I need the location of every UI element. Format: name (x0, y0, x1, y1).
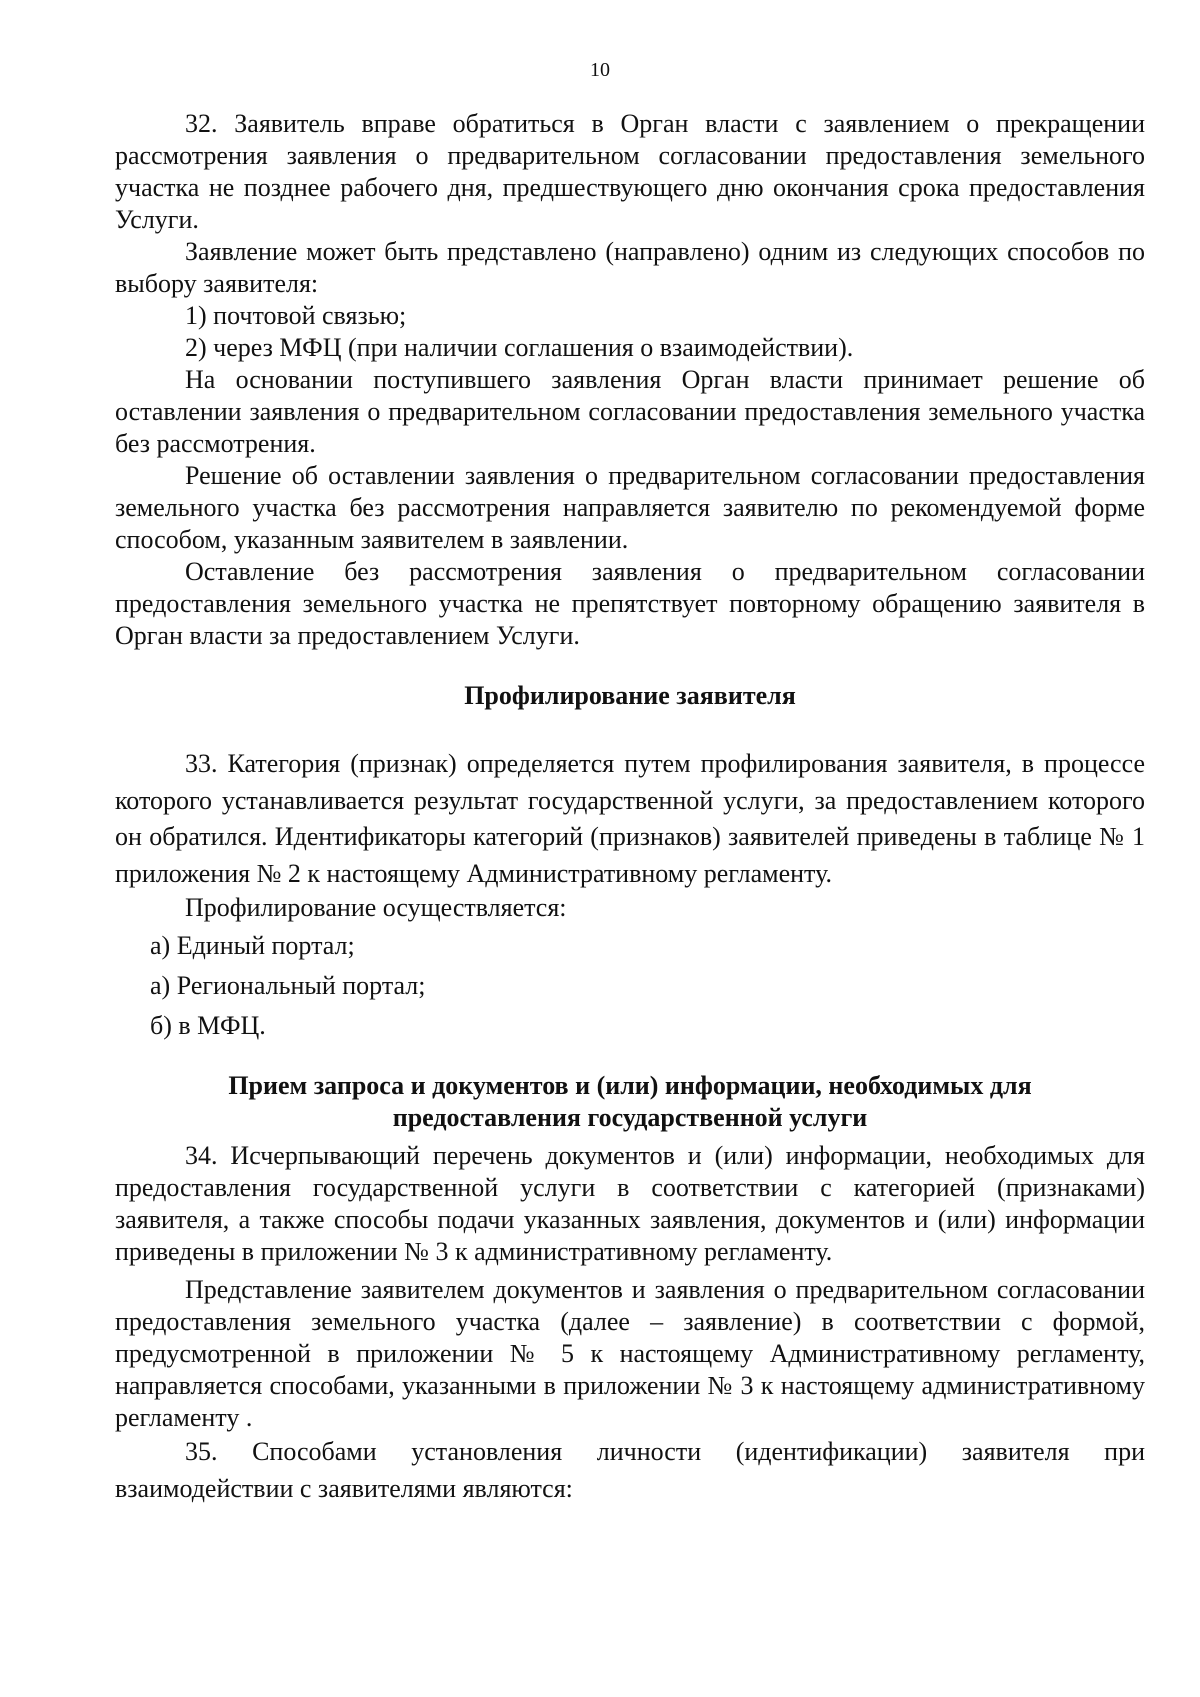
method-item-post: 1) почтовой связью; (185, 301, 407, 330)
list-item: а) Единый портал; (150, 931, 355, 960)
paragraph-no-obstacle: Оставление без рассмотрения заявления о предварительном согласовании предоставления земельного участка не препятствует повторному обращению заявителя в Орган власти за предоставлением Услуги. (115, 557, 1145, 650)
paragraph-application-submission: Представление заявителем документов и заявления о предварительном согласовании предоставления земельного участка (далее – заявление) в соответствии с формой, предусмотренной в приложении № 5 к настоящему Административному регламенту, направляется способами, указанными в приложении № 3 к настоящему административному регламенту . (115, 1275, 1145, 1432)
list-item: б) в МФЦ. (150, 1011, 266, 1040)
paragraph-35-identification: 35. Способами установления личности (идентификации) заявителя при взаимодействии с заявителями являются: (115, 1437, 1145, 1503)
paragraph-decision-sent: Решение об оставлении заявления о предварительном согласовании предоставления земельного участка без рассмотрения направляется заявителю по рекомендуемой форме способом, указанным заявителем в заявлении. (115, 461, 1145, 554)
list-item: а) Региональный портал; (150, 971, 426, 1000)
section-33 (115, 746, 1145, 1042)
page-number: 10 (590, 59, 610, 81)
paragraph-submission-methods: Заявление может быть представлено (направлено) одним из следующих способов по выбору заявителя: (115, 237, 1145, 298)
method-item-mfc: 2) через МФЦ (при наличии соглашения о взаимодействии). (185, 333, 854, 362)
document-body (115, 108, 1145, 1507)
paragraph-33-category: 33. Категория (признак) определяется путем профилирования заявителя, в процессе которого устанавливается результат государственной услуги, за предоставлением которого он обратился. Идентификаторы категорий (признаков) заявителей приведены в таблице № 1 приложения № 2 к настоящему Административному регламенту. (115, 749, 1145, 888)
paragraph-32-intro: 32. Заявитель вправе обратиться в Орган власти с заявлением о прекращении рассмотрения заявления о предварительном согласовании предоставления земельного участка не позднее рабочего дня, предшествующего дню окончания срока предоставления Услуги. (115, 109, 1145, 234)
paragraph-profiling-done: Профилирование осуществляется: (185, 893, 567, 922)
paragraph-decision-basis: На основании поступившего заявления Орган власти принимает решение об оставлении заявления о предварительном согласовании предоставления земельного участка без рассмотрения. (115, 365, 1145, 458)
heading-profiling: Профилирование заявителя (464, 681, 796, 710)
section-32 (115, 108, 1145, 652)
section-34 (115, 1140, 1145, 1507)
heading-reception: Прием запроса и документов и (или) информации, необходимых для предоставления государственной услуги (228, 1071, 1032, 1132)
profiling-list (115, 930, 1145, 1042)
paragraph-34-documents: 34. Исчерпывающий перечень документов и (или) информации, необходимых для предоставления государственной услуги в соответствии с категорией (признаками) заявителя, а также способы подачи указанных заявления, документов и (или) информации приведены в приложении № 3 к административному регламенту. (115, 1141, 1145, 1266)
